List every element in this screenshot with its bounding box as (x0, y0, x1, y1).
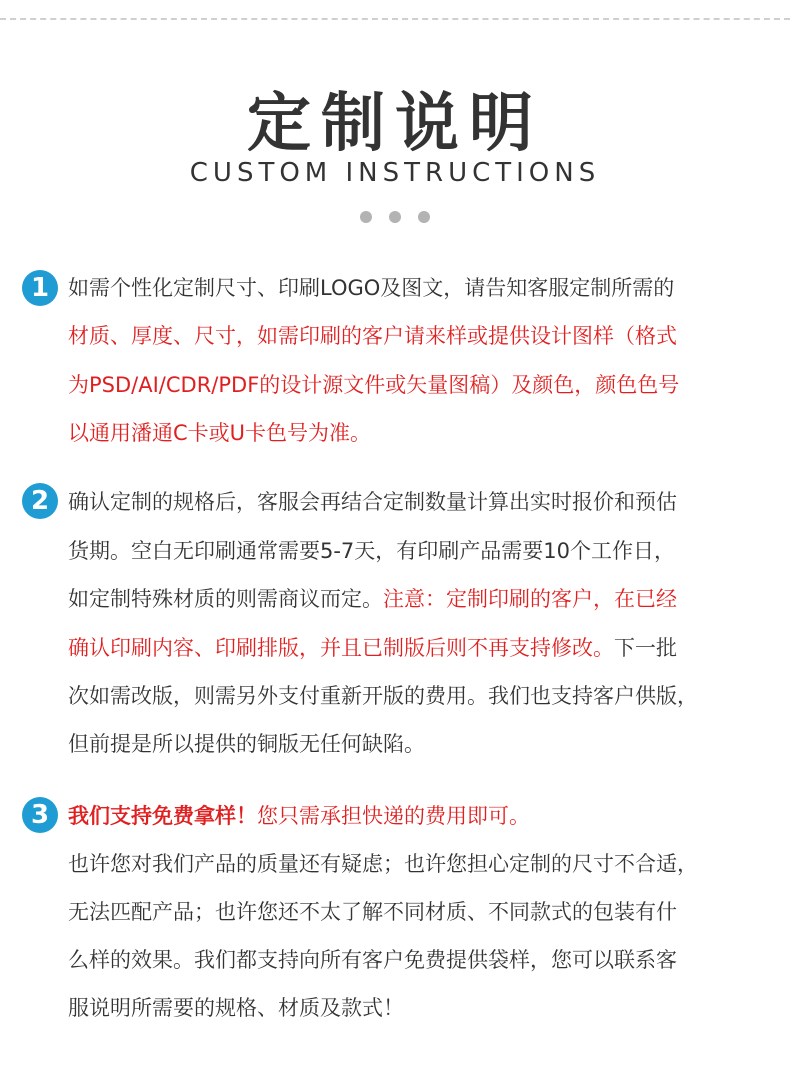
instruction-text: 您只需承担快递的费用即可。 (257, 804, 530, 828)
instruction-text: 我们支持免费拿样！ (68, 804, 257, 828)
decorative-dots (0, 211, 790, 223)
instruction-line (68, 992, 404, 1022)
instruction-text: 也许您对我们产品的质量还有疑虑；也许您担心定制的尺寸不合适， (68, 852, 698, 876)
instruction-line (68, 944, 677, 974)
instruction-text: 注意：定制印刷的客户，在已经 (383, 587, 677, 611)
instruction-line (68, 369, 679, 399)
instruction-line (68, 272, 674, 302)
instruction-text: 么样的效果。我们都支持向所有客户免费提供袋样，您可以联系客 (68, 948, 677, 972)
instruction-line (68, 680, 698, 710)
instruction-line (68, 632, 677, 662)
instruction-text: 以通用潘通C卡或U卡色号为准。 (68, 421, 372, 445)
instruction-text: 服说明所需要的规格、材质及款式！ (68, 996, 404, 1020)
instruction-line (68, 417, 371, 447)
instruction-line (68, 848, 698, 878)
number-badge-icon: 1 (22, 270, 58, 306)
instruction-text: 为PSD/AI/CDR/PDF的设计源文件或矢量图稿）及颜色，颜色色号 (68, 373, 680, 397)
instruction-line (68, 896, 677, 926)
instruction-line (68, 728, 425, 758)
top-dashed-divider (0, 18, 790, 20)
dot-icon (418, 211, 430, 223)
instruction-text: 如需个性化定制尺寸、印刷LOGO及图文，请告知客服定制所需的 (68, 276, 675, 300)
number-badge-icon: 3 (22, 797, 58, 833)
instruction-text: 次如需改版，则需另外支付重新开版的费用。我们也支持客户供版， (68, 684, 698, 708)
instruction-text: 无法匹配产品；也许您还不太了解不同材质、不同款式的包装有什 (68, 900, 677, 924)
instruction-text: 货期。空白无印刷通常需要5-7天，有印刷产品需要10个工作日， (68, 539, 676, 563)
page-title: 定制说明 (247, 87, 543, 161)
instruction-line (68, 800, 530, 830)
instruction-text: 如定制特殊材质的则需商议而定。 (68, 587, 383, 611)
instruction-text: 确认定制的规格后，客服会再结合定制数量计算出实时报价和预估 (68, 490, 677, 514)
instruction-line (68, 535, 675, 565)
instruction-text: 材质、厚度、尺寸，如需印刷的客户请来样或提供设计图样（格式 (68, 324, 677, 348)
dot-icon (360, 211, 372, 223)
dot-icon (389, 211, 401, 223)
instruction-text: 确认印刷内容、印刷排版，并且已制版后则不再支持修改。 (68, 636, 614, 660)
instruction-text: 但前提是所以提供的铜版无任何缺陷。 (68, 732, 425, 756)
instruction-line (68, 583, 677, 613)
instruction-line (68, 320, 677, 350)
number-badge-icon: 2 (22, 483, 58, 519)
instruction-text: 下一批 (614, 636, 677, 660)
instruction-line (68, 486, 677, 516)
page-subtitle: CUSTOM INSTRUCTIONS (189, 158, 601, 188)
